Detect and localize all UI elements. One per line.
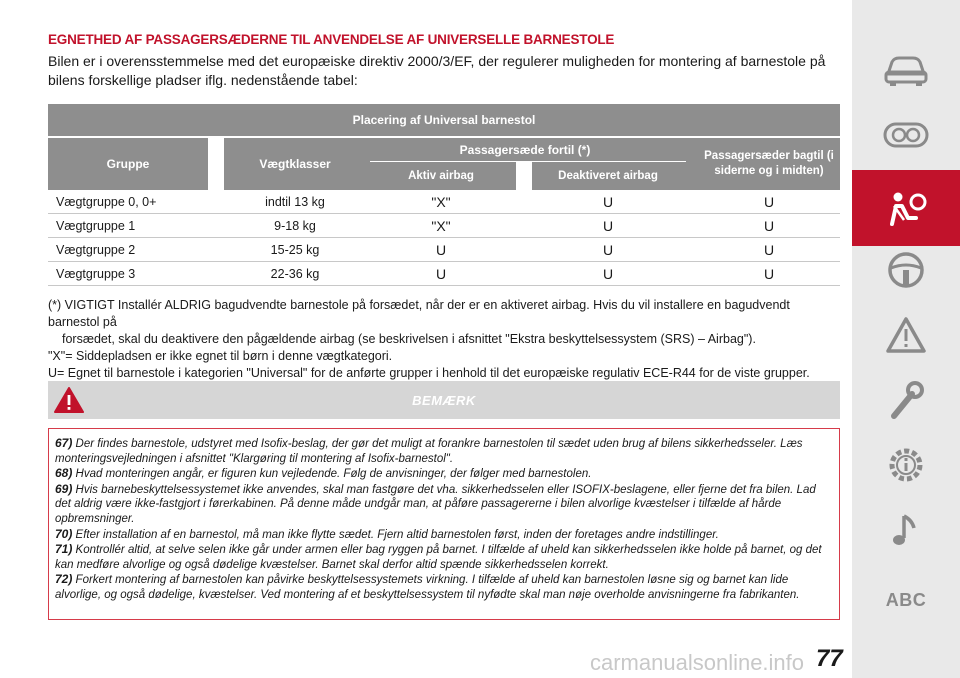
table-row bbox=[48, 214, 840, 238]
warning-item-number: 71) bbox=[55, 542, 73, 557]
section-heading: EGNETHED AF PASSAGERSÆDERNE TIL ANVENDELSE AF UNIVERSELLE BARNESTOLE bbox=[48, 32, 615, 47]
dashboard-gauges-icon bbox=[882, 114, 930, 154]
car-icon bbox=[882, 50, 930, 90]
table-body bbox=[48, 190, 840, 286]
steering-wheel-icon bbox=[882, 250, 930, 290]
cell-bagtil: U bbox=[763, 266, 775, 282]
warning-item bbox=[55, 527, 833, 543]
warning-item-text: Hvad monteringen angår, er figuren kun vejledende. Følg de anvisninger, der følger med barnestolen. bbox=[75, 468, 592, 481]
warning-item-text: Efter installation af en barnestol, må man ikke flytte sædet. Fjern altid barnestolen først, inden der foretages andre indstillinger. bbox=[75, 528, 719, 541]
header-fortil: Passagersæde fortil (*) bbox=[459, 143, 591, 157]
gear-info-icon bbox=[882, 445, 930, 485]
sidebar-item-steering[interactable] bbox=[852, 240, 960, 300]
intro-paragraph: Bilen er i overensstemmelse med det europæiske direktiv 2000/3/EF, der regulerer muligheden for montering af barnestole på bilens forskellige pladser iflg. nedenstående tabel: bbox=[48, 53, 826, 88]
cell-deaktiv: U bbox=[602, 194, 614, 210]
bemaerk-body bbox=[48, 428, 840, 620]
cell-gruppe: Vægtgruppe 2 bbox=[56, 243, 136, 257]
header-deaktiv: Deaktiveret airbag bbox=[558, 170, 658, 182]
warning-item bbox=[55, 542, 833, 572]
cell-vaegt: 15-25 kg bbox=[270, 243, 320, 257]
sidebar-item-multimedia[interactable] bbox=[852, 500, 960, 560]
cell-bagtil: U bbox=[763, 194, 775, 210]
warning-item-number: 68) bbox=[55, 466, 73, 481]
x-note: "X"= Siddepladsen er ikke egnet til børn i denne vægtkategori. bbox=[48, 349, 393, 363]
cell-aktiv: "X" bbox=[431, 218, 451, 234]
table-row bbox=[48, 190, 840, 214]
header-gruppe: Gruppe bbox=[106, 157, 150, 171]
cell-bagtil: U bbox=[763, 218, 775, 234]
table-header bbox=[48, 104, 840, 190]
cell-deaktiv: U bbox=[602, 242, 614, 258]
cell-gruppe: Vægtgruppe 0, 0+ bbox=[56, 195, 157, 209]
warning-item bbox=[55, 572, 833, 602]
cell-gruppe: Vægtgruppe 3 bbox=[56, 267, 136, 281]
warning-item-number: 69) bbox=[55, 481, 73, 496]
header-vaegt: Vægtklasser bbox=[259, 157, 331, 171]
bemaerk-header bbox=[48, 381, 840, 419]
header-sep bbox=[208, 138, 224, 190]
warning-item bbox=[55, 436, 833, 466]
header-bagtil: Passagersæder bagtil (i siderne og i midten) bbox=[704, 150, 834, 177]
cell-vaegt: indtil 13 kg bbox=[265, 195, 325, 209]
wrench-icon bbox=[882, 380, 930, 420]
header-main: Placering af Universal barnestol bbox=[352, 113, 536, 127]
music-note-icon bbox=[882, 510, 930, 550]
cell-deaktiv: U bbox=[602, 266, 614, 282]
abc-index-label: ABC bbox=[885, 589, 927, 610]
sidebar-item-car[interactable] bbox=[852, 40, 960, 100]
warning-item-number: 72) bbox=[55, 572, 73, 587]
cell-aktiv: U bbox=[435, 266, 447, 282]
chapter-sidebar bbox=[852, 0, 960, 678]
watermark: carmanualsonline.info bbox=[590, 650, 805, 675]
warning-item-number: 70) bbox=[55, 526, 73, 541]
cell-deaktiv: U bbox=[602, 218, 614, 234]
cell-bagtil: U bbox=[763, 242, 775, 258]
child-seat-table bbox=[48, 104, 840, 286]
sidebar-item-index[interactable] bbox=[852, 570, 960, 630]
sidebar-item-dashboard[interactable] bbox=[852, 104, 960, 164]
cell-vaegt: 22-36 kg bbox=[270, 267, 320, 281]
warning-triangle-icon bbox=[882, 315, 930, 355]
table-notes bbox=[48, 297, 838, 382]
warning-item-text: Hvis barnebeskyttelsessystemet ikke anvendes, skal man fastgøre det vha. sikkerhedsselen eller ISOFIX-beslagene, eller fjerne det fra bilen. Lad det aldrig være ikke-fastgjort i førerkabinen. På denne måde undgår man, at påføre passagererne i bilen alvorlige kvæstelser i tilfælde af hårde opbremsninger. bbox=[55, 483, 816, 525]
warning-item-number: 67) bbox=[55, 436, 73, 450]
warning-item bbox=[55, 466, 833, 482]
cell-vaegt: 9-18 kg bbox=[274, 219, 316, 233]
table-row bbox=[48, 238, 840, 262]
sidebar-item-maintenance[interactable] bbox=[852, 370, 960, 430]
sidebar-item-warning[interactable] bbox=[852, 305, 960, 365]
bemaerk-title: BEMÆRK bbox=[412, 392, 476, 408]
cell-aktiv: "X" bbox=[431, 194, 451, 210]
warning-item bbox=[55, 482, 833, 527]
sidebar-item-technical[interactable] bbox=[852, 435, 960, 495]
warning-icon bbox=[54, 386, 84, 414]
header-aktiv: Aktiv airbag bbox=[408, 170, 474, 182]
star-note: (*) VIGTIGT Installér ALDRIG bagudvendte barnestole på forsædet, når der er en aktiveret airbag. Hvis du vil installere en bagudvendt barnestol på bbox=[48, 298, 790, 329]
header-sep bbox=[516, 162, 532, 190]
cell-aktiv: U bbox=[435, 242, 447, 258]
page-number: 77 bbox=[816, 645, 843, 672]
u-note: U= Egnet til barnestole i kategorien "Universal" for de anførte grupper i henhold til det europæiske regulativ ECE-R44 for de viste grupper. bbox=[48, 366, 810, 380]
warning-item-text: Kontrollér altid, at selve selen ikke går under armen eller bag ryggen på barnet. I tilfælde af uheld kan sikkerhedsselen ikke holde på barnet, og det kan medføre alvorlige og også dødelige kvæstelser. Barnet skal derfor altid spænde sikkerhedsselen korrekt. bbox=[55, 544, 822, 571]
sidebar-item-safety[interactable] bbox=[852, 170, 960, 246]
cell-gruppe: Vægtgruppe 1 bbox=[56, 219, 136, 233]
seatbelt-airbag-icon bbox=[882, 188, 930, 228]
warning-item-text: Forkert montering af barnestolen kan påvirke beskyttelsessystemets virkning. I tilfælde af uheld kan barnestolen løsne sig og barnet kan lide alvorlige, og også dødelige, kvæstelser. Ved montering af et beskyttelsessystem til nyfødte skal man nøje overholde anvisningerne fra fabrikanten. bbox=[55, 574, 800, 601]
star-note-cont: forsædet, skal du deaktivere den pågældende airbag (se beskrivelsen i afsnittet "Ekstra beskyttelsessystem (SRS) – Airbag"). bbox=[62, 332, 756, 346]
table-row bbox=[48, 262, 840, 286]
warning-item-text: Der findes barnestole, udstyret med Isofix-beslag, der gør det muligt at forankre barnestolen til sædet uden brug af bilens sikkerhedsseler. Læs monteringsvejledningen i afsnittet "Klargøring til montering af Isofix-barnestol". bbox=[55, 438, 803, 465]
